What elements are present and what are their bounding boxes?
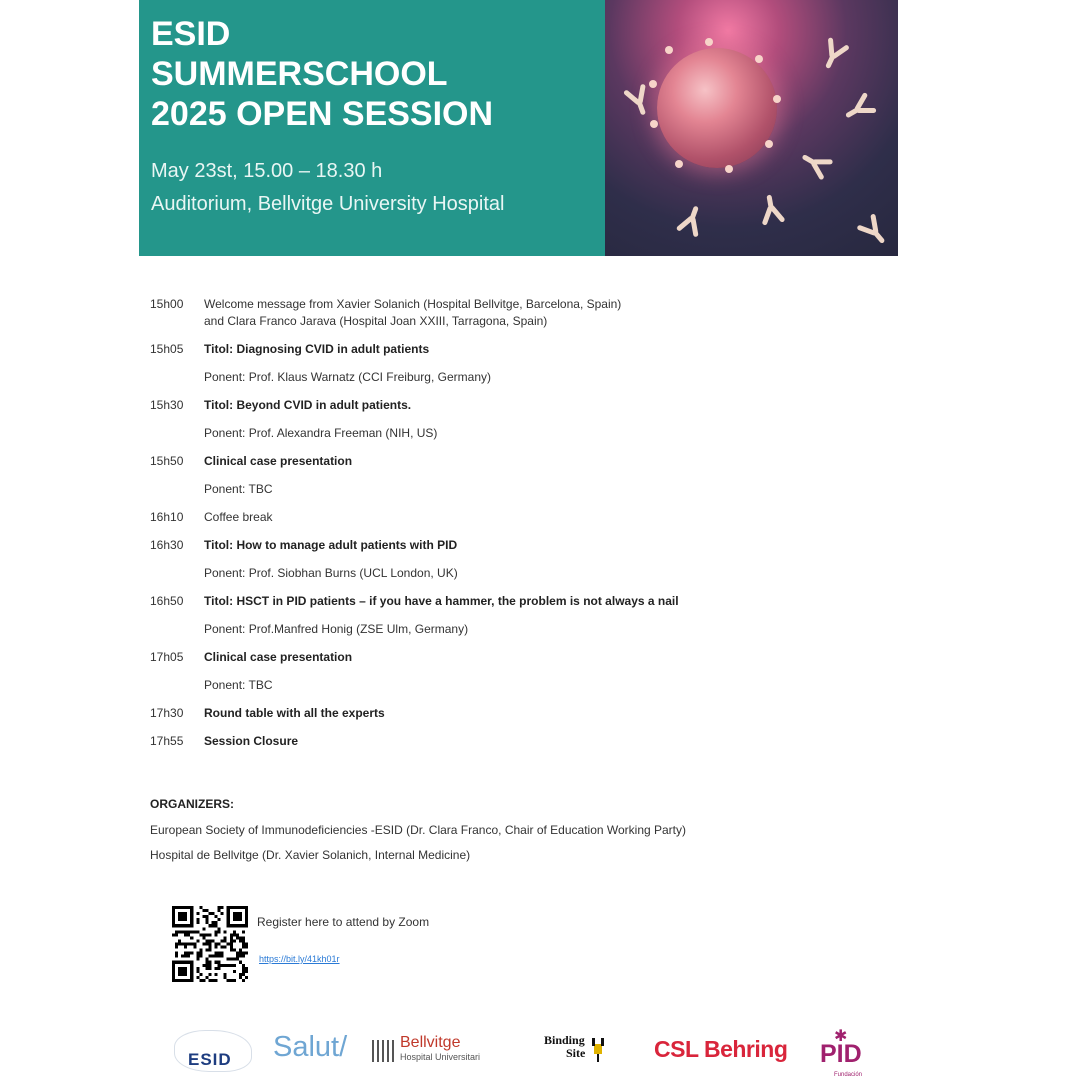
agenda-item xyxy=(150,296,910,313)
agenda-item-detail xyxy=(150,425,910,442)
agenda-time: 17h55 xyxy=(150,734,184,748)
agenda-time: 17h05 xyxy=(150,650,184,664)
agenda-list xyxy=(150,296,910,750)
qr-code-icon[interactable] xyxy=(172,906,248,982)
bellvitge-logo xyxy=(372,1034,502,1066)
agenda-time xyxy=(150,313,204,330)
event-details xyxy=(151,155,504,221)
register-link[interactable]: https://bit.ly/41kh01r xyxy=(259,954,340,964)
binding-site-mark-icon xyxy=(592,1036,604,1062)
pid-logo-text: PID xyxy=(820,1040,862,1068)
agenda-item xyxy=(150,705,910,722)
agenda-text: Clinical case presentation xyxy=(204,650,353,664)
agenda-time: 15h30 xyxy=(150,398,184,412)
agenda-time xyxy=(150,565,204,582)
agenda-text: Ponent: Prof. Alexandra Freeman (NIH, US) xyxy=(204,426,438,440)
building-icon xyxy=(372,1040,394,1062)
virus-illustration-icon xyxy=(605,0,898,256)
header-banner xyxy=(139,0,898,256)
agenda-time: 16h30 xyxy=(150,538,184,552)
agenda-time xyxy=(150,677,204,694)
esid-logo xyxy=(174,1028,254,1070)
event-title-line-3: 2025 OPEN SESSION xyxy=(151,95,494,133)
agenda-text: Ponent: Prof.Manfred Honig (ZSE Ulm, Germany) xyxy=(204,622,469,636)
agenda-item xyxy=(150,537,910,554)
agenda-item-detail xyxy=(150,369,910,386)
agenda-time xyxy=(150,369,204,386)
agenda-text: Welcome message from Xavier Solanich (Hospital Bellvitge, Barcelona, Spain) xyxy=(204,297,622,311)
agenda-text: Round table with all the experts xyxy=(204,706,385,720)
salut-logo: Salut/ xyxy=(273,1031,348,1063)
banner-text-panel xyxy=(139,0,605,256)
agenda-time: 16h50 xyxy=(150,594,184,608)
agenda-time xyxy=(150,481,204,498)
agenda-time: 17h30 xyxy=(150,706,184,720)
agenda-text: and Clara Franco Jarava (Hospital Joan XXIII, Tarragona, Spain) xyxy=(204,314,548,328)
agenda-text: Titol: Beyond CVID in adult patients. xyxy=(204,398,412,412)
binding-site-line-2: Site xyxy=(566,1046,586,1060)
agenda-text: Ponent: Prof. Siobhan Burns (UCL London, UK) xyxy=(204,566,458,580)
organizer-bellvitge: Hospital de Bellvitge (Dr. Xavier Solanich, Internal Medicine) xyxy=(150,848,471,862)
agenda-text: Titol: How to manage adult patients with PID xyxy=(204,538,458,552)
agenda-time: 15h50 xyxy=(150,454,184,468)
pid-logo xyxy=(820,1026,864,1080)
event-venue: Auditorium, Bellvitge University Hospital xyxy=(151,193,505,215)
event-date: May 23st, 15.00 – 18.30 h xyxy=(151,160,383,182)
agenda-item-detail xyxy=(150,677,910,694)
bellvitge-logo-name: Bellvitge xyxy=(400,1034,461,1051)
binding-site-line-1: Binding xyxy=(544,1033,585,1047)
event-title-line-1: ESID xyxy=(151,15,231,53)
agenda-time xyxy=(150,425,204,442)
agenda-text: Ponent: Prof. Klaus Warnatz (CCI Freiburg, Germany) xyxy=(204,370,491,384)
organizers-section xyxy=(150,797,686,873)
bellvitge-logo-subtitle: Hospital Universitari xyxy=(400,1052,481,1062)
agenda-text: Ponent: TBC xyxy=(204,482,273,496)
agenda-item xyxy=(150,649,910,666)
pid-star-icon: ✱ xyxy=(834,1028,848,1045)
pid-logo-subtitle: Fundación xyxy=(834,1072,863,1078)
agenda-text: Coffee break xyxy=(204,510,273,524)
agenda-item xyxy=(150,733,910,750)
event-title-line-2: SUMMERSCHOOL xyxy=(151,55,448,93)
organizers-heading: ORGANIZERS: xyxy=(150,797,234,811)
sponsor-logos xyxy=(0,1020,1080,1080)
agenda-item-detail xyxy=(150,565,910,582)
agenda-text: Ponent: TBC xyxy=(204,678,273,692)
esid-logo-text: ESID xyxy=(188,1050,232,1069)
agenda-item-detail xyxy=(150,621,910,638)
agenda-text: Titol: Diagnosing CVID in adult patients xyxy=(204,342,430,356)
agenda-item-detail xyxy=(150,313,910,330)
agenda-time: 16h10 xyxy=(150,510,184,524)
agenda-item xyxy=(150,341,910,358)
agenda-time: 15h00 xyxy=(150,297,184,311)
csl-behring-logo: CSL Behring xyxy=(654,1036,788,1062)
agenda-item xyxy=(150,397,910,414)
agenda-text: Session Closure xyxy=(204,734,299,748)
agenda-text: Clinical case presentation xyxy=(204,454,353,468)
virus-particle xyxy=(657,48,777,168)
agenda-time: 15h05 xyxy=(150,342,184,356)
agenda-item xyxy=(150,509,910,526)
agenda-item xyxy=(150,593,910,610)
organizer-esid: European Society of Immunodeficiencies -ESID (Dr. Clara Franco, Chair of Education Working Party) xyxy=(150,823,687,837)
agenda-item xyxy=(150,453,910,470)
agenda-item-detail xyxy=(150,481,910,498)
agenda-time xyxy=(150,621,204,638)
event-title xyxy=(151,14,493,134)
binding-site-logo xyxy=(544,1034,585,1060)
register-text: Register here to attend by Zoom xyxy=(257,915,430,929)
agenda-text: Titol: HSCT in PID patients – if you have a hammer, the problem is not always a nail xyxy=(204,594,679,608)
